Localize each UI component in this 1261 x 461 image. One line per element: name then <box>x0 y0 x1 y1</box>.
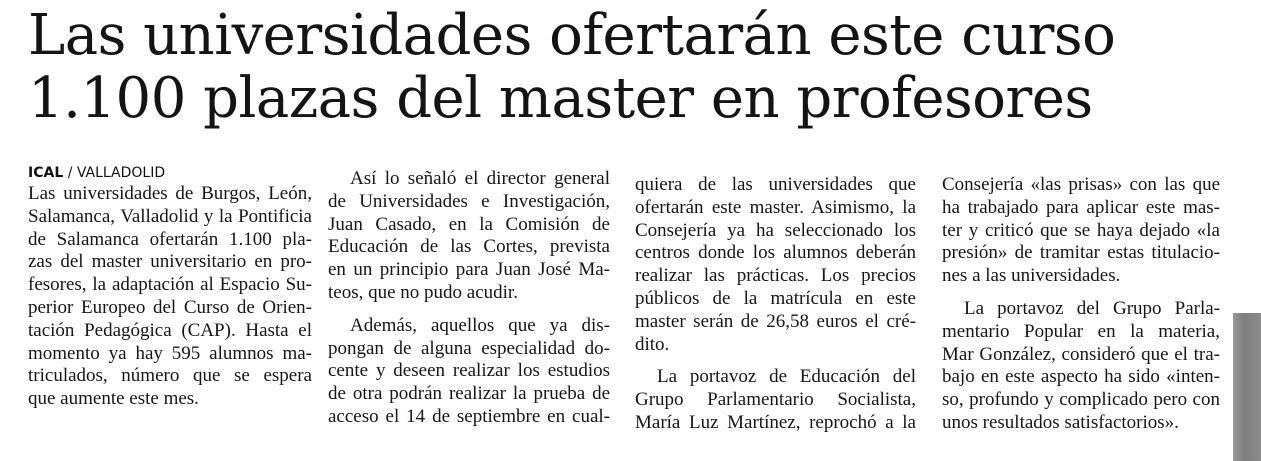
article-column-3 <box>635 174 916 435</box>
text-line: cente y deseen realizar los estudios <box>328 360 610 382</box>
text-line: so, profundo y complicado pero con <box>942 389 1220 411</box>
text-line: Las universidades de Burgos, León, <box>28 183 312 204</box>
text-line: públicos de la matrícula en este <box>635 287 916 309</box>
text-line: Grupo Parlamentario Socialista, <box>635 389 916 411</box>
paragraph-gap <box>942 288 1220 298</box>
text-line: acceso el 14 de septiembre en cual- <box>328 405 610 427</box>
text-line: unos resultados satisfactorios». <box>942 411 1179 433</box>
text-line: dito. <box>635 333 670 355</box>
byline <box>28 165 165 182</box>
text-line: de Salamanca ofertarán 1.100 pla- <box>28 228 312 250</box>
text-line: Salamanca, Valladolid y la Pontificia <box>28 205 312 227</box>
text-line: nes a las universidades. <box>942 265 1121 287</box>
text-line: Así lo señaló el director general <box>350 168 610 189</box>
text-line: centros donde los alumnos deberán <box>635 242 916 264</box>
text-line: tación Pedagógica (CAP). Hasta el <box>28 319 312 341</box>
article-column-4 <box>942 174 1220 435</box>
text-line: María Luz Martínez, reprochó a la <box>635 411 916 433</box>
text-line: ha trabajado para aplicar este mas- <box>942 196 1220 218</box>
text-line: La portavoz del Grupo Parla- <box>964 297 1220 319</box>
byline-location: VALLADOLID <box>76 165 166 181</box>
text-line: triculados, número que se espera <box>28 365 312 387</box>
headline-line: Las universidades ofertarán este curso <box>28 3 1116 68</box>
text-line: de otra podrán realizar la prueba de <box>328 383 610 405</box>
text-line: Consejería ya ha seleccionado los <box>635 219 916 241</box>
text-line: teos, que no pudo acudir. <box>328 281 518 303</box>
paragraph-gap <box>635 356 916 366</box>
text-line: quiera de las universidades que <box>635 174 916 195</box>
text-line: Consejería «las prisas» con las que <box>942 174 1220 195</box>
text-line: ofertarán este master. Asimismo, la <box>635 196 916 218</box>
text-line: perior Europeo del Curso de Orien- <box>28 296 312 318</box>
headline-line: 1.100 plazas del master en profesores <box>28 66 1093 131</box>
text-line: Mar González, consideró que el tra- <box>942 343 1220 365</box>
text-line: master serán de 26,58 euros el cré- <box>635 310 916 332</box>
scan-shadow-edge <box>1233 313 1261 461</box>
byline-agency: ICAL <box>28 165 64 181</box>
text-line: fesores, la adaptación al Espacio Su- <box>28 274 312 296</box>
text-line: Juan Casado, en la Comisión de <box>328 213 610 235</box>
text-line: Educación de las Cortes, prevista <box>328 236 610 258</box>
text-line: Además, aquellos que ya dis- <box>350 314 610 336</box>
text-line: mentario Popular en la materia, <box>942 320 1220 342</box>
byline-separator: / <box>67 165 73 181</box>
headline <box>28 4 1238 130</box>
text-line: momento ya hay 595 alumnos ma- <box>28 342 312 364</box>
text-line: realizar las prácticas. Los precios <box>635 265 916 287</box>
text-line: ter y criticó que se haya dejado «la <box>942 219 1220 241</box>
text-line: zas del master universitario en pro- <box>28 251 312 273</box>
paragraph-gap <box>328 305 610 315</box>
text-line: en un principio para Juan José Ma- <box>328 259 610 281</box>
text-line: bajo en este aspecto ha sido «inten- <box>942 366 1220 388</box>
text-line: presión» de tramitar estas titulacio- <box>942 242 1220 264</box>
article-column-2 <box>328 168 610 429</box>
text-line: de Universidades e Investigación, <box>328 190 610 212</box>
text-line: pongan de alguna especialidad do- <box>328 337 610 359</box>
text-line: que aumente este mes. <box>28 388 199 410</box>
text-line: La portavoz de Educación del <box>657 366 916 388</box>
article-column-1 <box>28 183 312 411</box>
